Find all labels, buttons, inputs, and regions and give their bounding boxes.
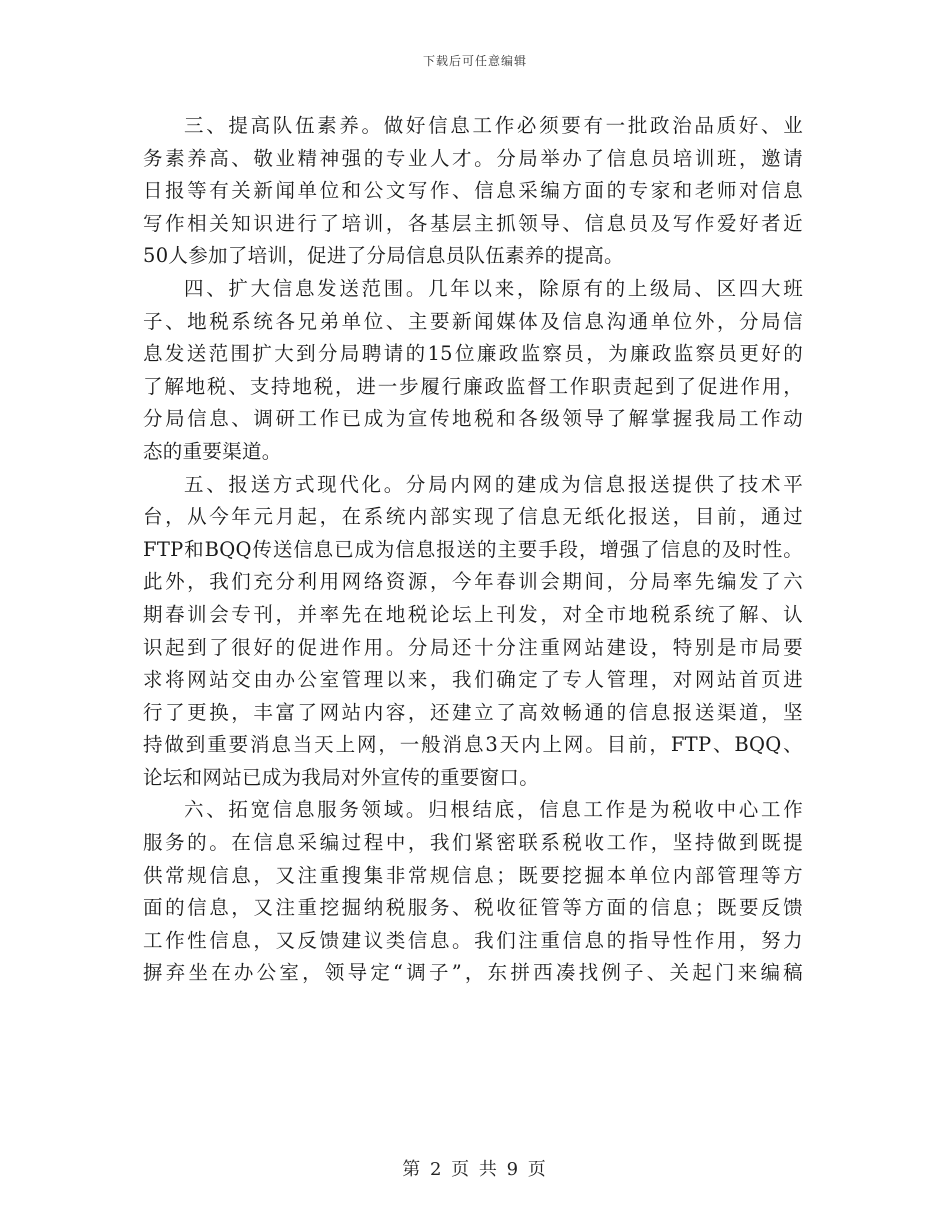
text-line: 服务的。在信息采编过程中，我们紧密联系税收工作，坚持做到既提 <box>143 831 803 855</box>
page-header: 下载后可任意编辑 <box>422 54 527 68</box>
text-line: 息发送范围扩大到分局聘请的15位廉政监察员，为廉政监察员更好的 <box>143 342 803 366</box>
text-line: 务素养高、敬业精神强的专业人才。分局举办了信息员培训班，邀请 <box>143 146 803 170</box>
document-body <box>143 110 803 990</box>
text-line: 六、拓宽信息服务领域。归根结底，信息工作是为税收中心工作 <box>184 798 803 822</box>
text-line: 此外，我们充分利用网络资源，今年春训会期间，分局率先编发了六 <box>143 570 803 594</box>
text-line: 了解地税、支持地税，进一步履行廉政监督工作职责起到了促进作用， <box>143 374 803 398</box>
text-line: FTP和BQQ传送信息已成为信息报送的主要手段，增强了信息的及时性。 <box>143 537 803 561</box>
text-line: 三、提高队伍素养。做好信息工作必须要有一批政治品质好、业 <box>184 114 803 137</box>
text-line: 识起到了很好的促进作用。分局还十分注重网站建设，特别是市局要 <box>143 635 803 659</box>
text-line: 求将网站交由办公室管理以来，我们确定了专人管理，对网站首页进 <box>143 668 803 692</box>
text-line: 五、报送方式现代化。分局内网的建成为信息报送提供了技术平 <box>184 472 803 496</box>
text-line: 写作相关知识进行了培训，各基层主抓领导、信息员及写作爱好者近 <box>143 211 803 235</box>
text-line: 持做到重要消息当天上网，一般消息3天内上网。目前，FTP、BQQ、 <box>143 733 803 757</box>
text-line: 论坛和网站已成为我局对外宣传的重要窗口。 <box>143 765 540 789</box>
text-line: 面的信息，又注重挖掘纳税服务、税收征管等方面的信息；既要反馈 <box>143 896 803 920</box>
text-line: 50人参加了培训，促进了分局信息员队伍素养的提高。 <box>143 244 624 268</box>
text-line: 四、扩大信息发送范围。几年以来，除原有的上级局、区四大班 <box>184 276 803 300</box>
text-line: 期春训会专刊，并率先在地税论坛上刊发，对全市地税系统了解、认 <box>143 602 803 626</box>
text-line: 摒弃坐在办公室，领导定“调子”，东拼西凑找例子、关起门来编稿 <box>143 961 803 985</box>
text-line: 子、地税系统各兄弟单位、主要新闻媒体及信息沟通单位外，分局信 <box>143 309 803 333</box>
text-line: 分局信息、调研工作已成为宣传地税和各级领导了解掌握我局工作动 <box>143 407 803 431</box>
text-line: 工作性信息，又反馈建议类信息。我们注重信息的指导性作用，努力 <box>143 928 803 952</box>
text-line: 日报等有关新闻单位和公文写作、信息采编方面的专家和老师对信息 <box>143 179 803 203</box>
page-footer: 第 2 页 共 9 页 <box>402 1159 548 1180</box>
text-line: 台，从今年元月起，在系统内部实现了信息无纸化报送，目前，通过 <box>143 505 803 529</box>
text-line: 行了更换，丰富了网站内容，还建立了高效畅通的信息报送渠道，坚 <box>143 700 803 724</box>
text-line: 态的重要渠道。 <box>143 439 282 463</box>
text-line: 供常规信息，又注重搜集非常规信息；既要挖掘本单位内部管理等方 <box>143 863 803 887</box>
